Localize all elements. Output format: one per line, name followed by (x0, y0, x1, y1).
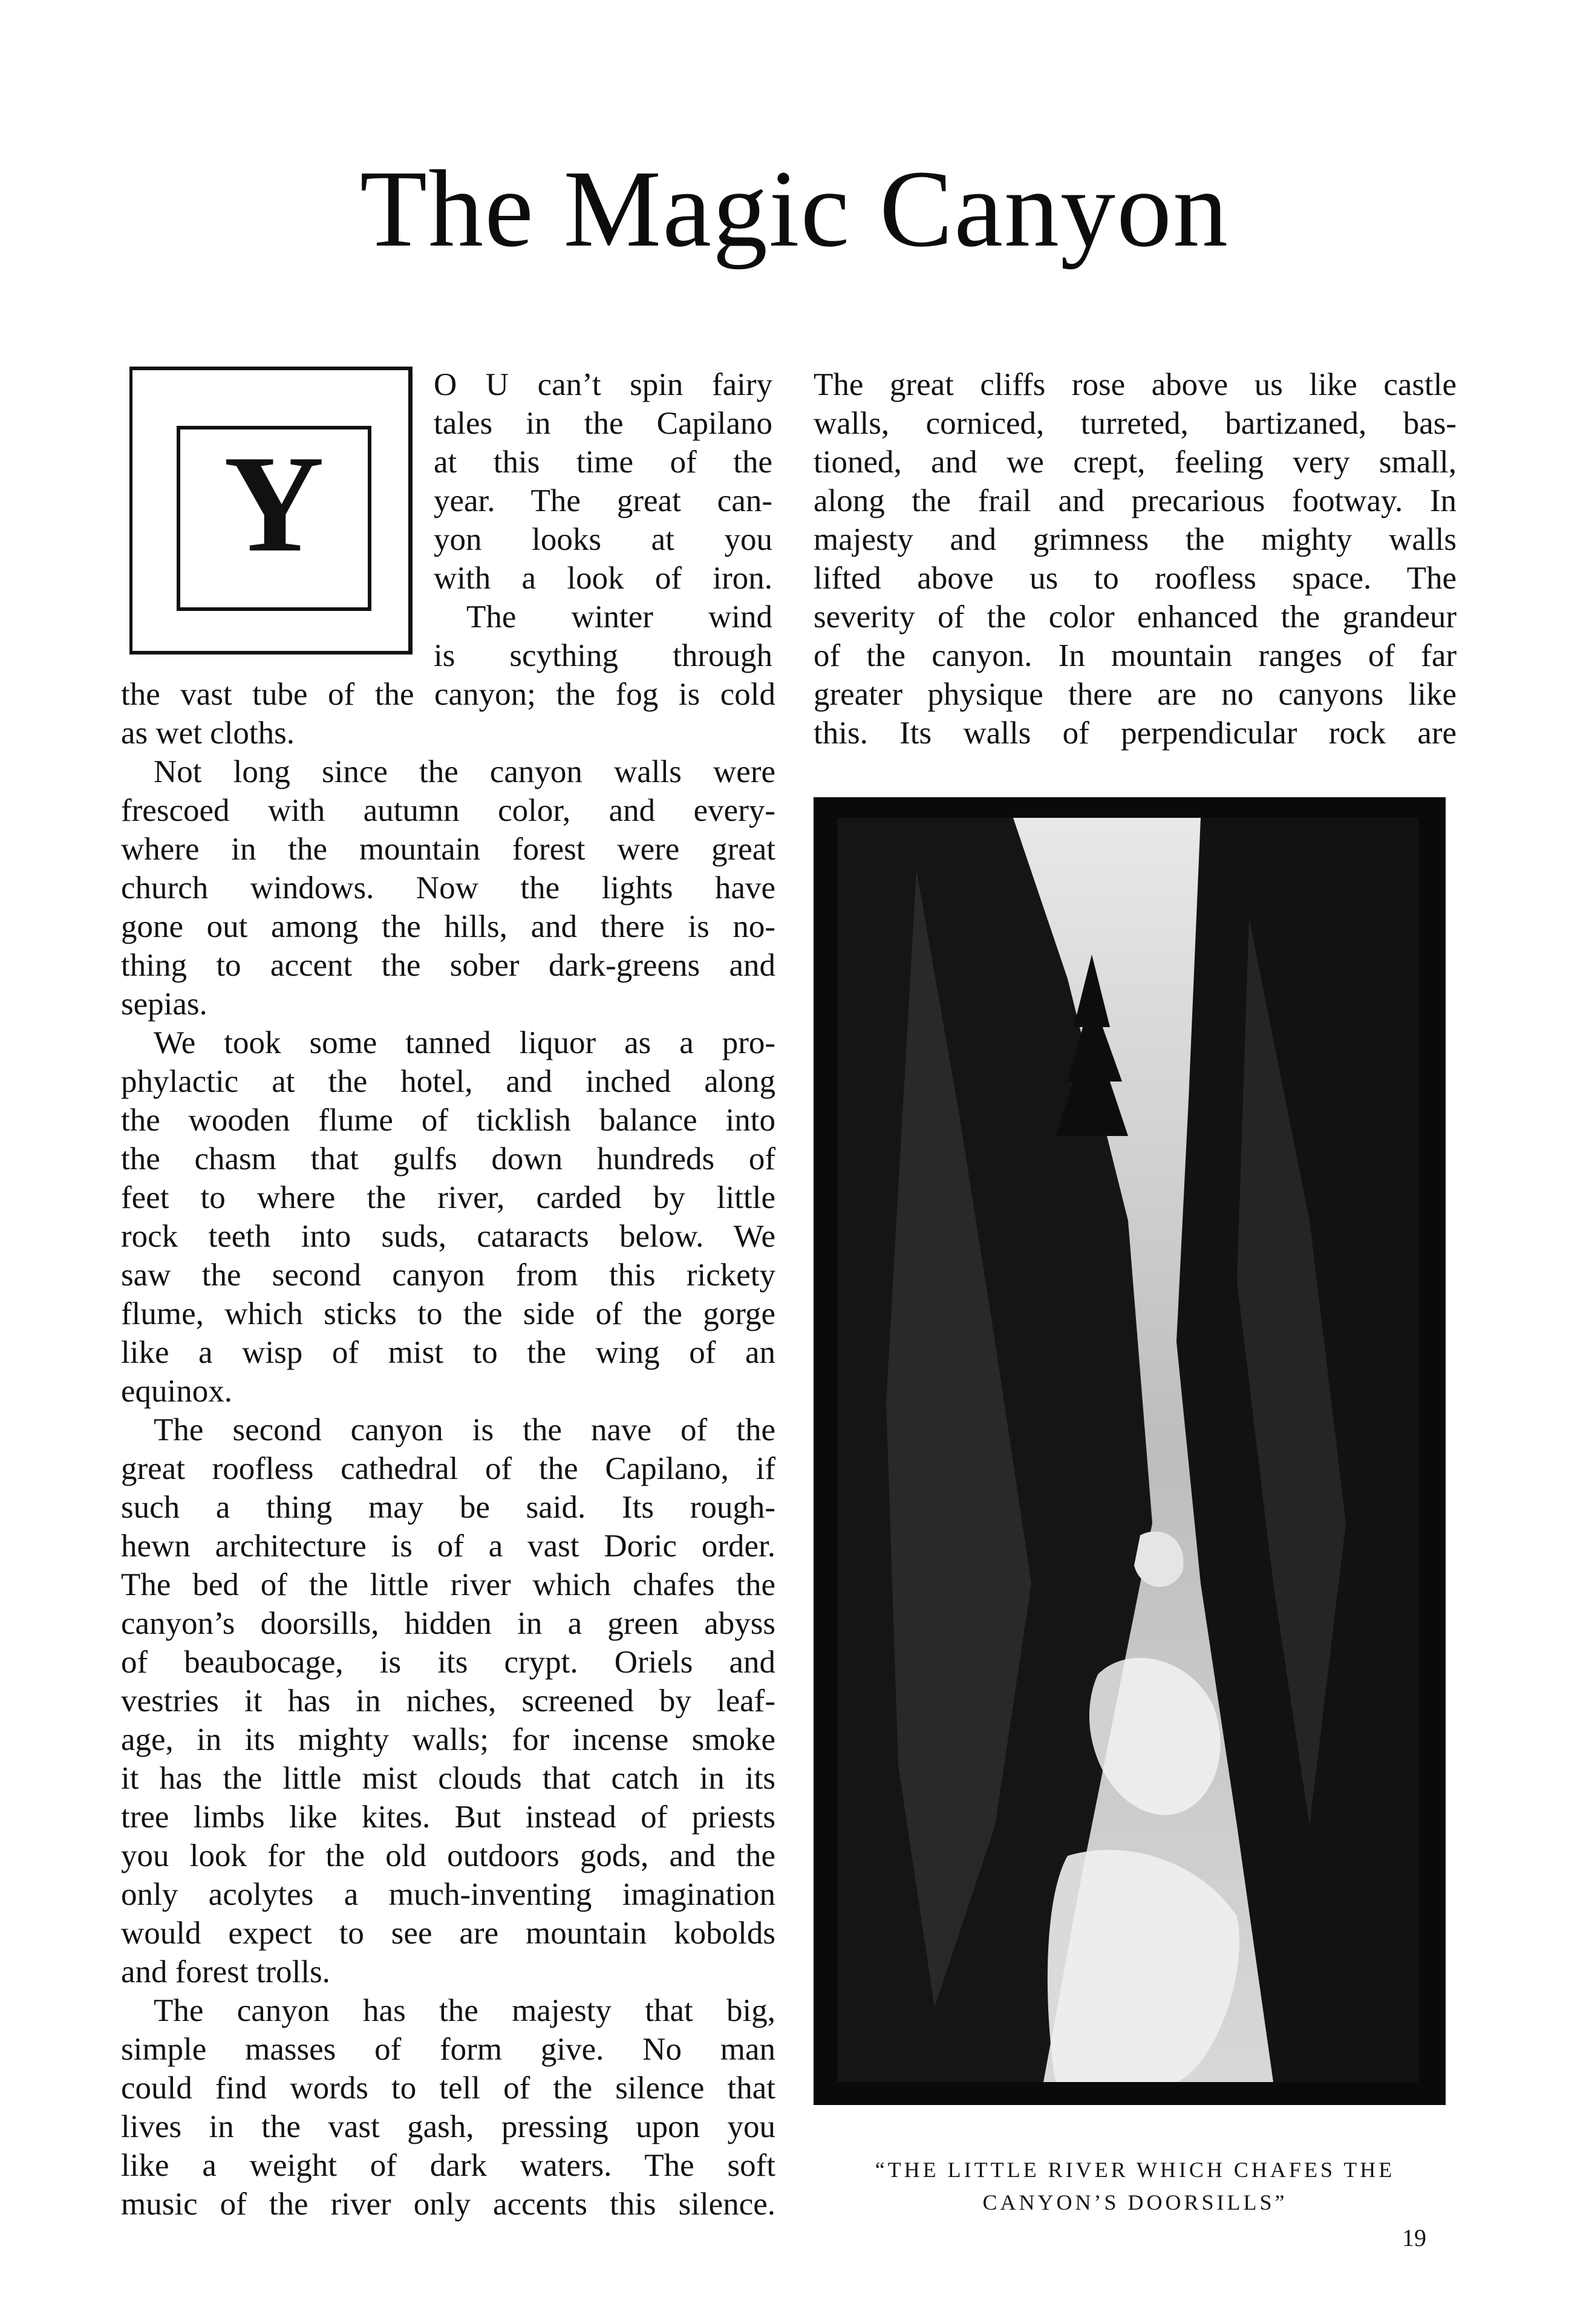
text-line: frescoed with autumn color, and every- (121, 793, 775, 828)
text-line: thing to accent the sober dark-greens and (121, 948, 775, 983)
page-number: 19 (1402, 2224, 1426, 2251)
text-line: vestries it has in niches, screened by leaf- (121, 1683, 775, 1719)
text-line: church windows. Now the lights have (121, 870, 775, 906)
text-line: great roofless cathedral of the Capilano, if (121, 1451, 775, 1486)
text-line: gone out among the hills, and there is no- (121, 909, 775, 944)
text-line: like a wisp of mist to the wing of an (121, 1335, 775, 1370)
photo-caption (814, 2153, 1457, 2219)
text-line: The second canyon is the nave of the (154, 1412, 775, 1448)
text-line: the vast tube of the canyon; the fog is cold (121, 677, 775, 712)
text-line: severity of the color enhanced the grandeur (814, 599, 1457, 635)
left-column-text (121, 675, 775, 2224)
text-line: sepias. (121, 987, 207, 1022)
text-line: at this time of the (434, 445, 772, 480)
drop-cap-text-lines (434, 365, 772, 675)
text-line: hewn architecture is of a vast Doric order. (121, 1529, 775, 1564)
text-line: where in the mountain forest were great (121, 832, 775, 867)
text-line: The canyon has the majesty that big, (154, 1993, 775, 2028)
text-line: phylactic at the hotel, and inched along (121, 1064, 775, 1099)
text-line: tree limbs like kites. But instead of priests (121, 1800, 775, 1835)
text-line: with a look of iron. (434, 561, 772, 596)
drop-cap-letter: Y (223, 426, 325, 581)
caption-line-2: CANYON’S DOORSILLS” (982, 2190, 1288, 2215)
text-line: yon looks at you (434, 522, 772, 557)
text-line: walls, corniced, turreted, bartizaned, bas- (814, 406, 1457, 441)
text-line: this. Its walls of perpendicular rock are (814, 716, 1457, 751)
text-line: tioned, and we crept, feeling very small, (814, 445, 1457, 480)
article-title: The Magic Canyon (359, 148, 1230, 270)
text-line: of the canyon. In mountain ranges of far (814, 638, 1457, 673)
text-line: simple masses of form give. No man (121, 2032, 775, 2067)
text-line: rock teeth into suds, cataracts below. We (121, 1219, 775, 1254)
caption-line-1: “THE LITTLE RIVER WHICH CHAFES THE (875, 2158, 1395, 2182)
text-line: as wet cloths. (121, 716, 295, 751)
text-line: age, in its mighty walls; for incense smoke (121, 1722, 775, 1757)
text-line: along the frail and precarious footway. In (814, 483, 1457, 518)
text-line: is scything through (434, 638, 772, 673)
text-line: flume, which sticks to the side of the gorge (121, 1296, 775, 1331)
text-line: it has the little mist clouds that catch in its (121, 1761, 775, 1796)
text-line: like a weight of dark waters. The soft (121, 2148, 775, 2183)
text-line: greater physique there are no canyons like (814, 677, 1457, 712)
text-line: canyon’s doorsills, hidden in a green abyss (121, 1606, 775, 1641)
text-line: The great cliffs rose above us like castle (814, 367, 1457, 402)
text-line: of beaubocage, is its crypt. Oriels and (121, 1645, 775, 1680)
text-line: saw the second canyon from this rickety (121, 1258, 775, 1293)
text-line: O U can’t spin fairy (434, 367, 772, 402)
text-line: would expect to see are mountain kobolds (121, 1916, 775, 1951)
canyon-photograph (814, 797, 1446, 2105)
text-line: could find words to tell of the silence that (121, 2071, 775, 2106)
text-line: equinox. (121, 1374, 232, 1409)
text-line: music of the river only accents this silence. (121, 2187, 775, 2222)
text-line: Not long since the canyon walls were (154, 754, 775, 789)
text-line: you look for the old outdoors gods, and the (121, 1838, 775, 1873)
text-line: year. The great can- (434, 483, 772, 518)
right-column-text (814, 365, 1457, 752)
text-line: the wooden flume of ticklish balance into (121, 1103, 775, 1138)
text-line: the chasm that gulfs down hundreds of (121, 1141, 775, 1177)
text-line: lifted above us to roofless space. The (814, 561, 1457, 596)
text-line: and forest trolls. (121, 1954, 330, 1989)
text-line: We took some tanned liquor as a pro- (154, 1025, 775, 1060)
text-line: The bed of the little river which chafes the (121, 1567, 775, 1602)
text-line: only acolytes a much-inventing imagination (121, 1877, 775, 1912)
text-line: lives in the vast gash, pressing upon you (121, 2109, 775, 2144)
text-line: tales in the Capilano (434, 406, 772, 441)
text-line: The winter wind (466, 599, 772, 635)
text-line: majesty and grimness the mighty walls (814, 522, 1457, 557)
text-line: feet to where the river, carded by little (121, 1180, 775, 1215)
text-line: such a thing may be said. Its rough- (121, 1490, 775, 1525)
